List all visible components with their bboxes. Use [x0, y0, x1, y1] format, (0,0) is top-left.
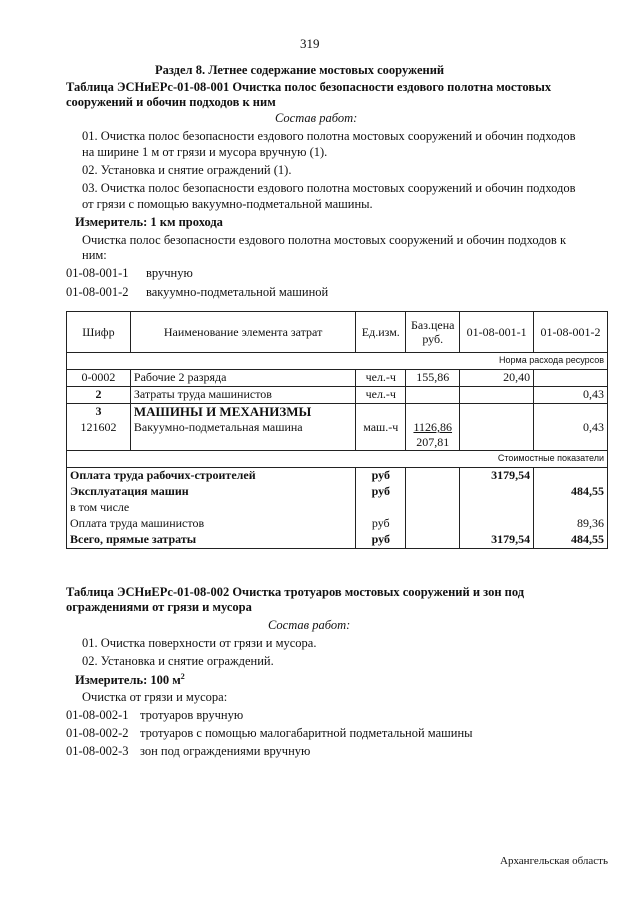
work-item: 01. Очистка поверхности от грязи и мусора.: [82, 636, 317, 650]
table-row: [67, 516, 608, 532]
cost-label-row: [67, 451, 608, 468]
cell-v2: 484,55: [534, 532, 608, 549]
cell-code: 3: [67, 404, 131, 421]
cell-v1: 20,40: [460, 370, 534, 387]
cell-unit: [356, 500, 406, 516]
cell-unit: чел.-ч: [356, 387, 406, 404]
cell-v1: [460, 500, 534, 516]
header-col2: 01-08-001-2: [534, 312, 608, 353]
header-base-price: Баз.цена руб.: [406, 312, 460, 353]
table1-desc-line1: Очистка полос безопасности ездового полотна мостовых сооружений и обочин подходов к: [82, 233, 567, 247]
code-label: 01-08-001-1: [66, 266, 129, 280]
header-col1: 01-08-001-1: [460, 312, 534, 353]
cell-code: 0-0002: [67, 370, 131, 387]
norm-label-row: [67, 353, 608, 370]
table2-title-line1: Таблица ЭСНиЕРс-01-08-002 Очистка тротуаров мостовых сооружений и зон под: [66, 585, 525, 599]
cell-v1: [460, 484, 534, 500]
table1-meter: Измеритель: 1 км прохода: [75, 215, 223, 229]
code-text: вручную: [146, 266, 193, 280]
page-number: 319: [300, 36, 320, 51]
cost-table: [66, 311, 608, 549]
table1-title-line1: Таблица ЭСНиЕРс-01-08-001 Очистка полос безопасности ездового полотна мостовых: [66, 80, 552, 94]
cell-v1: [460, 387, 534, 404]
cell-code: 121602: [67, 420, 131, 451]
cell-v1: [460, 420, 534, 451]
cell-v2: [534, 500, 608, 516]
cell-unit: руб: [356, 484, 406, 500]
table2-desc: Очистка от грязи и мусора:: [82, 690, 228, 704]
table-row: [67, 532, 608, 549]
code-label: 01-08-001-2: [66, 285, 129, 299]
table2-meter: Измеритель: 100 $м^2$: [75, 672, 185, 688]
table-row: [67, 420, 608, 451]
header-name: Наименование элемента затрат: [130, 312, 355, 353]
cell-name: Всего, прямые затраты: [67, 532, 356, 549]
table-header-row: [67, 312, 608, 353]
cell-v1: [460, 516, 534, 532]
code-text: тротуаров вручную: [140, 708, 244, 722]
table1-work-heading: Состав работ:: [275, 111, 358, 125]
cell-unit: чел.-ч: [356, 370, 406, 387]
cell-name: Рабочие 2 разряда: [130, 370, 355, 387]
cell-price: 1126,86 207,81: [406, 420, 460, 451]
cell-v2: 0,43: [534, 420, 608, 451]
table1-title-line2: сооружений и обочин подходов к ним: [66, 95, 276, 109]
table2-work-heading: Состав работ:: [268, 618, 351, 632]
cell-unit: маш.-ч: [356, 420, 406, 451]
cell-price: [406, 387, 460, 404]
cell-v1: 3179,54: [460, 532, 534, 549]
cell-name: МАШИНЫ И МЕХАНИЗМЫ: [130, 404, 355, 421]
cell-v2: 0,43: [534, 387, 608, 404]
table-row: [67, 468, 608, 485]
table-row: [67, 404, 608, 421]
code-text: тротуаров с помощью малогабаритной подметальной машины: [140, 726, 473, 740]
code-text: зон под ограждениями вручную: [140, 744, 311, 758]
code-label: 01-08-002-1: [66, 708, 129, 722]
table1-desc-line2: ним:: [82, 248, 107, 262]
work-item: на ширине 1 м от грязи и мусора вручную (1).: [82, 145, 328, 159]
table-row: [67, 484, 608, 500]
cell-name: Оплата труда машинистов: [67, 516, 356, 532]
work-item: 02. Установка и снятие ограждений.: [82, 654, 274, 668]
cell-name: Эксплуатация машин: [67, 484, 356, 500]
code-label: 01-08-002-3: [66, 744, 129, 758]
cell-name: Оплата труда рабочих-строителей: [67, 468, 356, 485]
cost-label: Стоимостные показатели: [67, 451, 608, 468]
cell-v2: [534, 370, 608, 387]
cell-unit: руб: [356, 468, 406, 485]
code-text: вакуумно-подметальной машиной: [146, 285, 329, 299]
cell-name: Затраты труда машинистов: [130, 387, 355, 404]
table2-title-line2: ограждениями от грязи и мусора: [66, 600, 252, 614]
work-item: от грязи с помощью вакуумно-подметальной машины.: [82, 197, 373, 211]
cell-price: 155,86: [406, 370, 460, 387]
cell-v2: 484,55: [534, 484, 608, 500]
work-item: 03. Очистка полос безопасности ездового полотна мостовых сооружений и обочин подходов: [82, 181, 576, 195]
cell-unit: руб: [356, 516, 406, 532]
cell-v2: [534, 468, 608, 485]
header-code: Шифр: [67, 312, 131, 353]
norm-label: Норма расхода ресурсов: [67, 353, 608, 370]
cell-name: в том числе: [67, 500, 356, 516]
header-unit: Ед.изм.: [356, 312, 406, 353]
cell-unit: руб: [356, 532, 406, 549]
code-label: 01-08-002-2: [66, 726, 129, 740]
work-item: 02. Установка и снятие ограждений (1).: [82, 163, 292, 177]
footer-region: Архангельская область: [500, 855, 608, 867]
cell-code: 2: [67, 387, 131, 404]
cell-name: Вакуумно-подметальная машина: [130, 420, 355, 451]
cell-v1: 3179,54: [460, 468, 534, 485]
table-row: [67, 500, 608, 516]
section-title: Раздел 8. Летнее содержание мостовых сооружений: [155, 63, 445, 77]
table-row: [67, 370, 608, 387]
work-item: 01. Очистка полос безопасности ездового полотна мостовых сооружений и обочин подходов: [82, 129, 576, 143]
table-row: [67, 387, 608, 404]
cell-v2: 89,36: [534, 516, 608, 532]
